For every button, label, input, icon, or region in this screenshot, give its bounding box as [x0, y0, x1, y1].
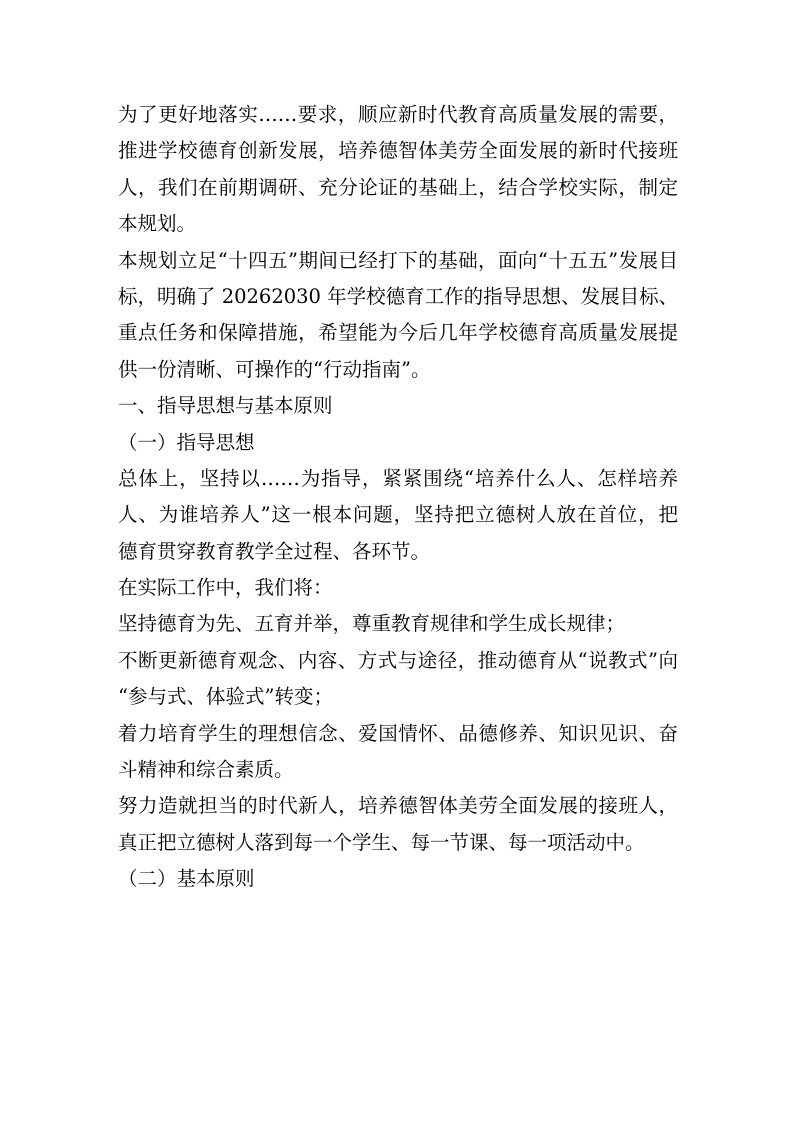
paragraph-line: 为了更好地落实……要求，顺应新时代教育高质量发展的需要，	[118, 103, 678, 126]
paragraph-line: 本规划。	[118, 212, 197, 236]
list-item: 坚持德育为先、五育并举，尊重教育规律和学生成长规律；	[118, 612, 626, 636]
subsection-heading: （二）基本原则	[118, 867, 255, 891]
paragraph-line: 供一份清晰、可操作的“行动指南”。	[118, 357, 431, 381]
paragraph-line: 本规划立足“十四五”期间已经打下的基础，面向“十五五”发展目	[118, 248, 678, 272]
paragraph-line: 重点任务和保障措施，希望能为今后几年学校德育高质量发展提	[118, 321, 678, 345]
paragraph-line: 推进学校德育创新发展，培养德智体美劳全面发展的新时代接班	[118, 139, 678, 163]
paragraph-line: 标，明确了 20262030 年学校德育工作的指导思想、发展目标、	[118, 284, 678, 308]
paragraph-line: 总体上，坚持以……为指导，紧紧围绕“培养什么人、怎样培养	[118, 466, 678, 490]
paragraph-line: 人、为谁培养人”这一根本问题，坚持把立德树人放在首位，把	[118, 503, 678, 527]
list-item: 不断更新德育观念、内容、方式与途径，推动德育从“说教式”向	[118, 648, 678, 672]
list-item: “参与式、体验式”转变；	[118, 685, 333, 709]
subsection-heading: （一）指导思想	[118, 430, 255, 454]
paragraph-line: 在实际工作中，我们将：	[118, 576, 333, 600]
section-heading: 一、指导思想与基本原则	[118, 394, 333, 418]
document-body	[118, 97, 678, 898]
paragraph-line: 人，我们在前期调研、充分论证的基础上，结合学校实际，制定	[118, 175, 678, 199]
paragraph-line: 努力造就担当的时代新人，培养德智体美劳全面发展的接班人，	[118, 794, 678, 818]
list-item: 着力培育学生的理想信念、爱国情怀、品德修养、知识见识、奋	[118, 721, 678, 745]
list-item: 斗精神和综合素质。	[118, 758, 294, 782]
paragraph-line: 真正把立德树人落到每一个学生、每一节课、每一项活动中。	[118, 830, 645, 854]
paragraph-line: 德育贯穿教育教学全过程、各环节。	[118, 539, 431, 563]
